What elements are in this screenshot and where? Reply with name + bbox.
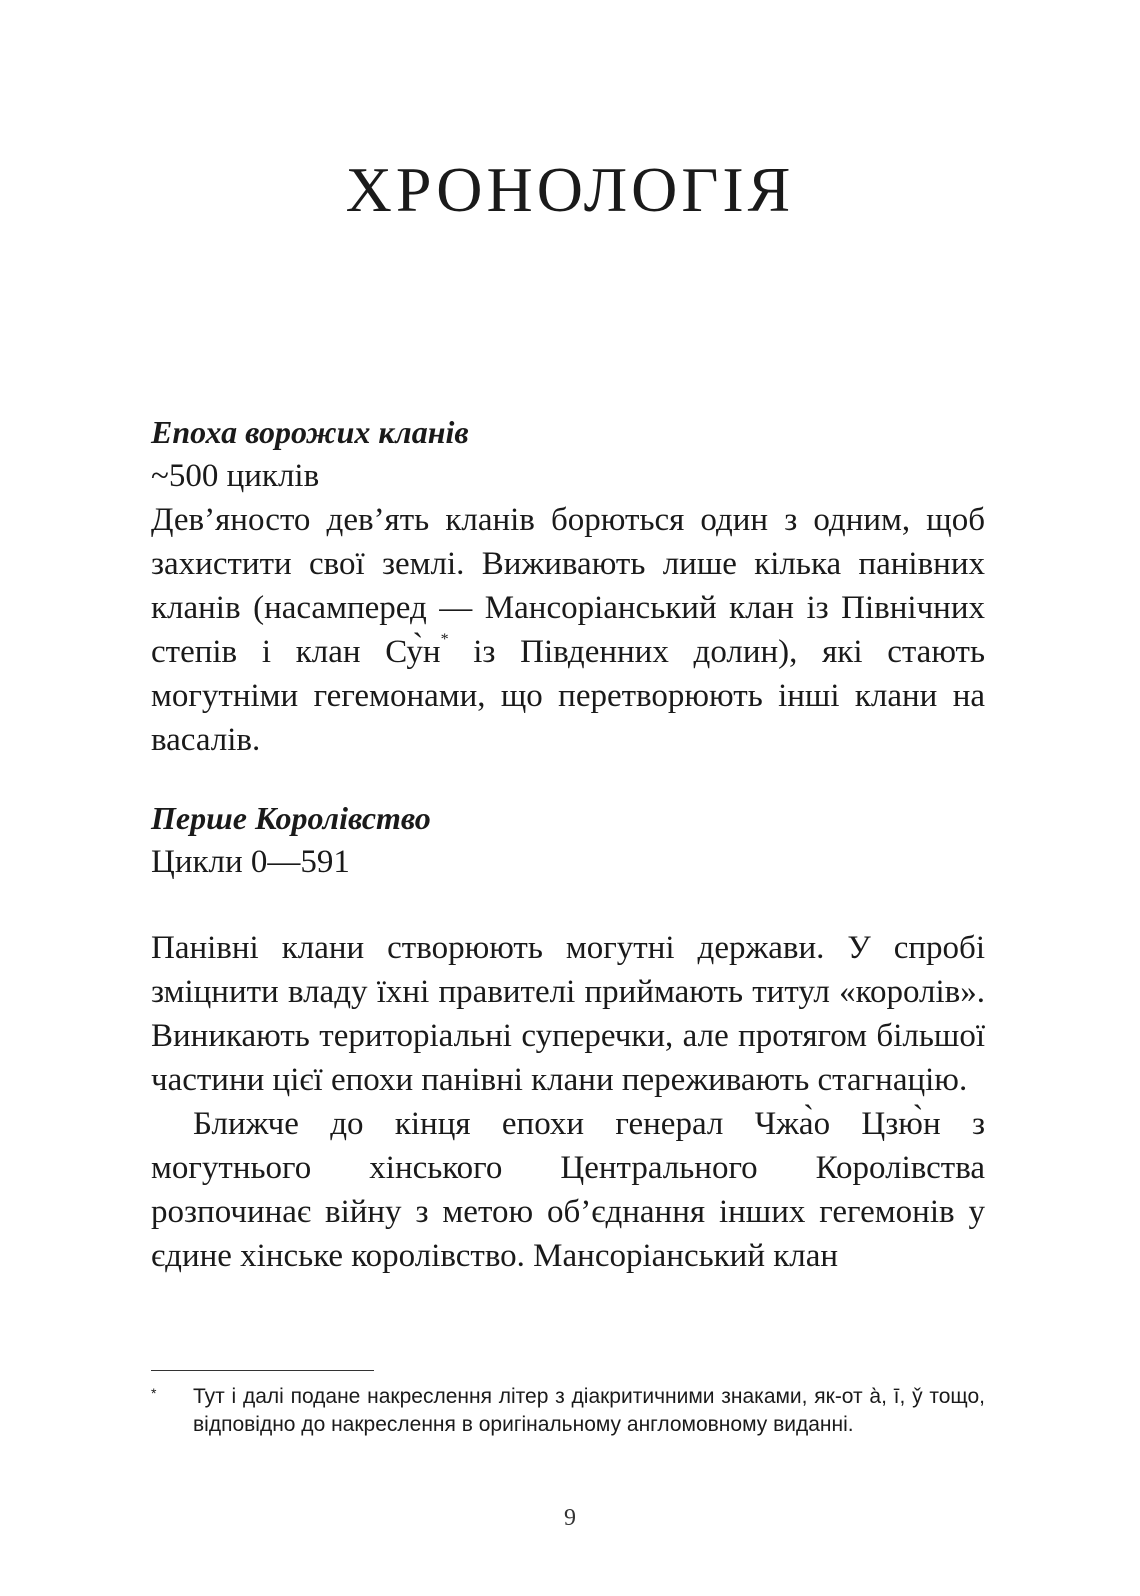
page-number: 9 — [564, 1505, 576, 1531]
section-first-kingdom — [151, 796, 985, 884]
section-period: ~500 циклів — [151, 458, 320, 494]
page-title: ХРОНОЛОГІЯ — [345, 154, 795, 225]
section-heading: Епоха ворожих кланів — [151, 414, 469, 450]
footnote-mark: * — [151, 1385, 157, 1401]
section-heading: Перше Королівство — [151, 800, 431, 836]
section-paragraph — [151, 498, 985, 762]
section-period: Цикли 0—591 — [151, 844, 350, 880]
section-paragraph: Ближче до кінця епохи генерал Чжа̀о Цзю̀н з могутнього хінського Центрального Королівства розпочинає війну з метою об’єднання інших гегемонів у єдине хінське королівство. Мансоріанський клан — [151, 1106, 985, 1274]
paragraph-text: із Південних долин), які стають могутніми гегемонами, що перетворюють інші клани на васалів. — [151, 634, 986, 758]
section-first-kingdom-text — [151, 926, 985, 1278]
footnote-mark: * — [440, 631, 449, 648]
paragraph-text: Дев’яносто дев’ять кланів борються один з одним, щоб захистити свої землі. Виживають лише кілька панівних кланів (насамперед — Мансоріанський клан із Північних степів і клан Су̀н — [151, 502, 985, 670]
footnote-text: Тут і далі подане накреслення літер з діакритичними знаками, як-от а̀, ī, у̌ тощо, відповідно до накреслення в оригінальному англомовному виданні. — [193, 1385, 985, 1436]
footnote — [151, 1383, 985, 1439]
footnote-divider — [151, 1370, 374, 1371]
section-clans — [151, 410, 985, 762]
section-paragraph: Панівні клани створюють могутні держави. У спробі зміцнити владу їхні правителі приймають титул «королів». Виникають територіальні суперечки, але протягом більшої частини цієї епохи панівні клани переживають стагнацію. — [151, 930, 985, 1098]
